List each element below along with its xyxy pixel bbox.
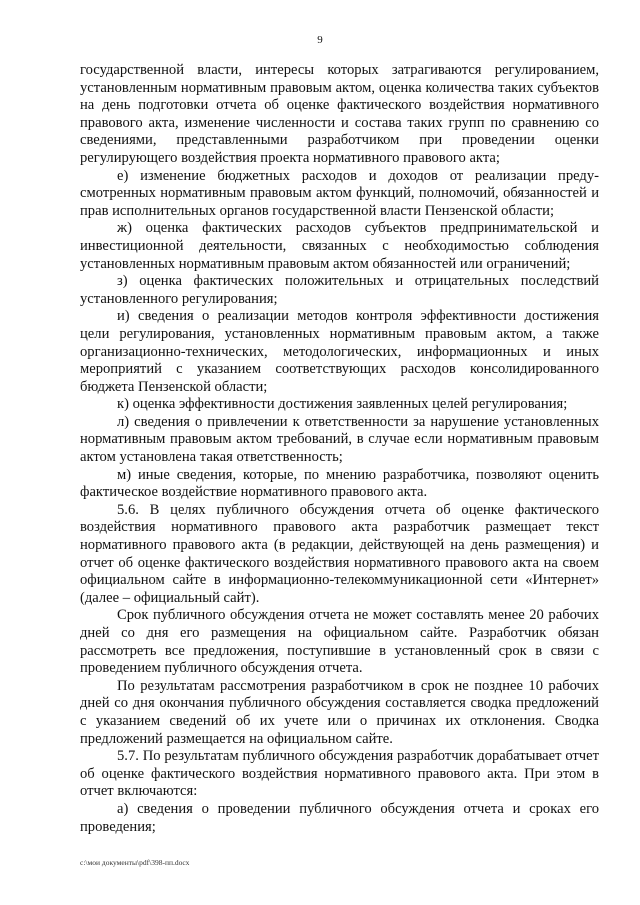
document-body <box>80 62 599 836</box>
paragraph-item-m: м) иные сведения, которые, по мнению разработчика, позволяют оценить фактическое воздействие нормативного правового акта. <box>80 466 599 501</box>
paragraph-discussion-term: Срок публичного обсуждения отчета не может составлять менее 20 рабочих дней со дня его размещения на официальном сайте. Разработчик обязан рассмотреть все предложения, поступившие в установленный срок в связи с проведением публичного обсуждения отчета. <box>80 607 599 677</box>
paragraph-item-i: и) сведения о реализации методов контроля эффективности достижения цели регулирования, установленных нормативным правовым актом, а также организационно-технических, методологических, информационных и иных мероприятий с указанием соответствующих расходов консолидированного бюджета Пензенской области; <box>80 308 599 395</box>
paragraph-proposals-summary: По результатам рассмотрения разработчиком в срок не позднее 10 рабочих дней со дня окончания публичного обсуждения составляется сводка предложений с указанием сведений об их учете или о причинах их отклонения. Сводка предложений размещается на официальном сайте. <box>80 677 599 747</box>
paragraph-item-l: л) сведения о привлечении к ответственности за нарушение установленных нормативным правовым актом требований, в случае если нормативным правовым актом установлена такая ответственность; <box>80 413 599 466</box>
page-number: 9 <box>317 34 323 46</box>
paragraph-5-7: 5.7. По результатам публичного обсуждения разработчик дорабатывает отчет об оценке фактического воздействия нормативного правового акта. При этом в отчет включаются: <box>80 748 599 800</box>
paragraph-continuation: государственной власти, интересы которых затрагиваются регулированием, установленным нормативным правовым актом, оценка количества таких субъектов на день подготовки отчета об оценке фактического воздействия нормативного правового акта, изменение численности и состава таких групп по сравнению со сведениями, представленными разработчиком при проведении оценки регулирующего воздействия проекта нормативного правового акта; <box>80 62 599 166</box>
paragraph-item-k: к) оценка эффективности достижения заявленных целей регулирования; <box>117 396 568 413</box>
paragraph-item-z: з) оценка фактических положительных и отрицательных последствий установленного регулирования; <box>80 273 599 307</box>
paragraph-item-e: е) изменение бюджетных расходов и доходов от реализации предусмотренных нормативным правовым актом функций, полномочий, обязанностей и прав исполнительных органов государственной власти Пензенской области; <box>80 167 599 219</box>
paragraph-item-zh: ж) оценка фактических расходов субъектов предпринимательской и инвестиционной деятельности, связанных с необходимостью соблюдения установленных нормативным правовым актом обязанностей или ограничений; <box>80 220 599 272</box>
paragraph-5-6: 5.6. В целях публичного обсуждения отчета об оценке фактического воздействия нормативного правового акта разработчик размещает текст нормативного правового акта (в редакции, действующей на день размещения) и отчет об оценке фактического воздействия нормативного правового акта на своем официальном сайте в информационно-телекоммуникационной сети «Интернет» (далее – официальный сайт). <box>80 501 599 606</box>
paragraph-item-a: а) сведения о проведении публичного обсуждения отчета и сроках его проведения; <box>80 800 599 835</box>
footer-file-path: c:\мои документы\pdf\398-пп.docx <box>80 858 190 867</box>
